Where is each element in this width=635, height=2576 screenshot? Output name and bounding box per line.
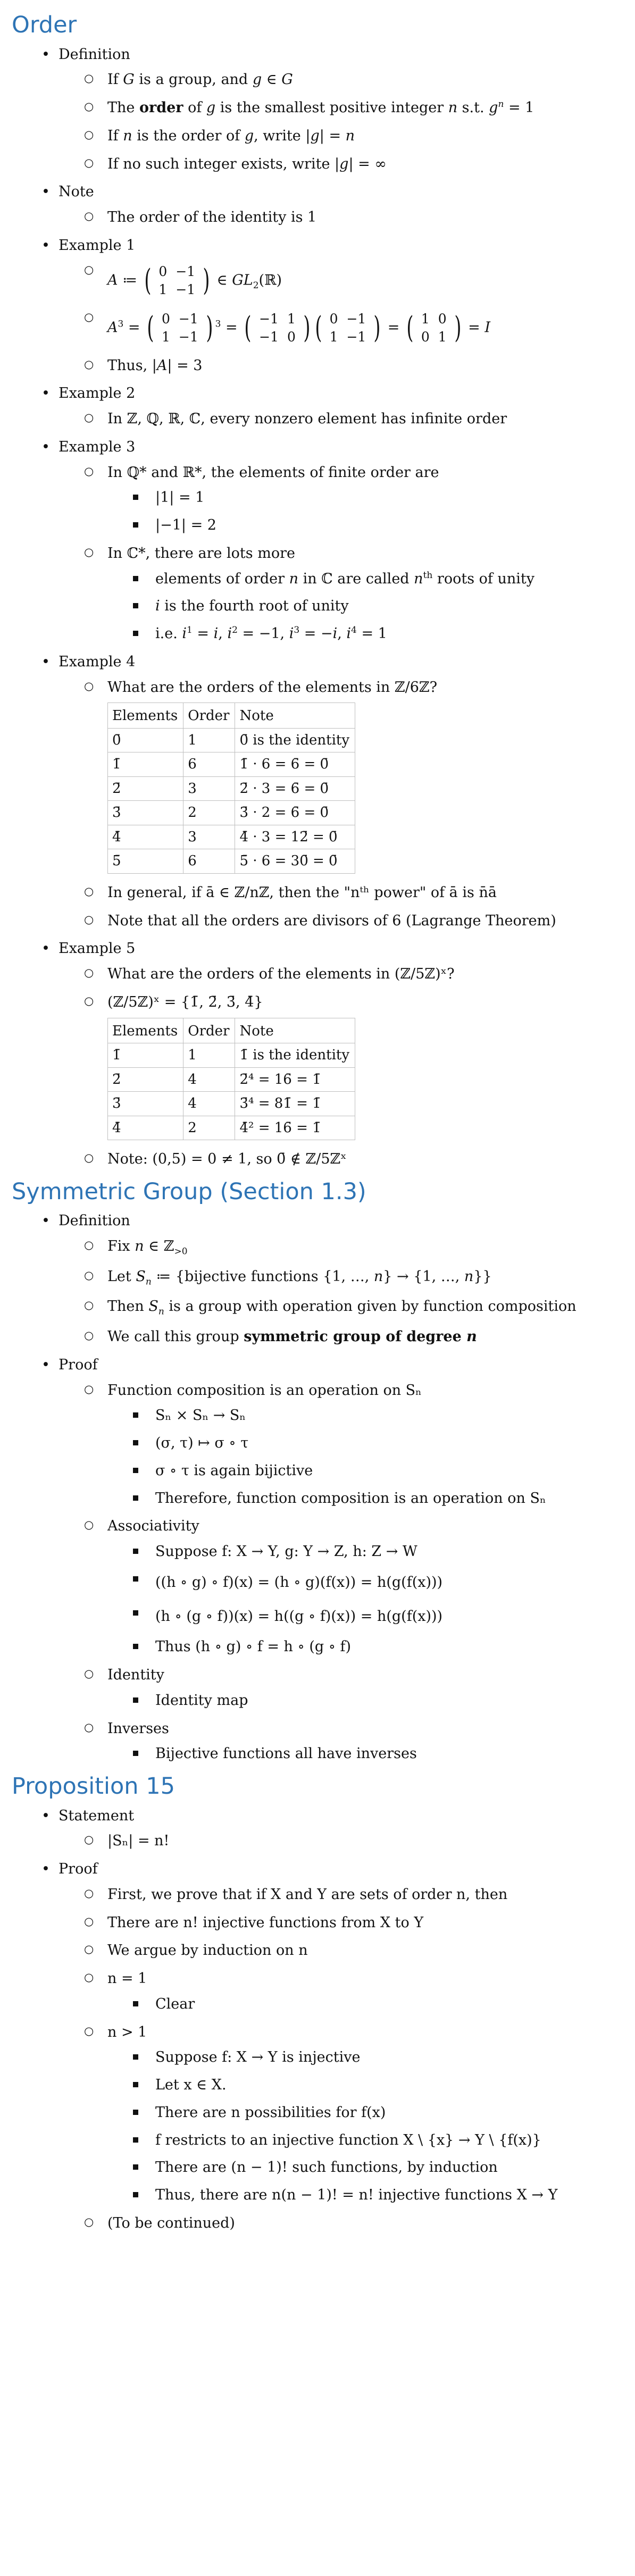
list-item: ○ |Sₙ| = n! xyxy=(12,1832,635,1850)
label: Proof xyxy=(59,1861,98,1878)
orders-table-z5-units: Elements Order Note 1̄ 1 1̄ is the identity 2̄ 4 2̄⁴ = 16̄ = 1̄ 3̄ 4 3̄⁴ = 81̄ = 1̄ 4̄ 2 4̄² = 16̄ = 1̄ xyxy=(107,1018,355,1141)
list-item: σ ∘ τ is again bijictive xyxy=(12,1462,635,1480)
example-4 xyxy=(12,653,635,930)
label: Example 4 xyxy=(59,653,136,670)
list-item: ○ (ℤ/5ℤ)ˣ = {1̄, 2̄, 3̄, 4̄} Elements Order Note 1̄ 1 1̄ is the identity 2̄ 4 2̄⁴ = 16̄ = 1̄ 3̄ 4 3̄⁴ = 81̄ = 1̄ 4̄ 2 4̄² = 16̄ = 1̄ xyxy=(12,993,635,1140)
table-row: 4̄ 3 4̄ · 3 = 12̄ = 0̄ xyxy=(108,825,355,849)
label: Example 1 xyxy=(59,237,136,254)
list-item: ○ In ℤ, ℚ, ℝ, ℂ, every nonzero element has infinite order xyxy=(12,410,635,428)
list-item: ○ $A^3$ = ( 0 −1 1 −1 ) $^3$ = ( −1 1 −1 0 ) ( 0 −1 1 −1 ) = ( 1 0 0 1 ) = I xyxy=(12,310,635,347)
section-title-proposition-15: Proposition 15 xyxy=(12,1773,175,1800)
list-item: Sₙ × Sₙ → Sₙ xyxy=(12,1407,635,1425)
symmetric-definition xyxy=(12,1212,635,1345)
list-item: ○ A ≔ ( 0 −1 1 −1 ) ∈ $GL_2(ℝ)$ xyxy=(12,262,635,299)
list-item: i.e. $i^1 = i$, $i^2 = -1$, $i^3 = -i$, $i^4 = 1$ xyxy=(12,625,635,643)
example-3 xyxy=(12,438,635,643)
list-item: elements of order n in ℂ are called $n^{th}$ roots of unity xyxy=(12,570,635,588)
list-item: ○ We call this group symmetric group of degree n xyxy=(12,1328,635,1346)
table-row: 1̄ 6 1̄ · 6 = 6̄ = 0̄ xyxy=(108,752,355,777)
order-list xyxy=(12,46,635,1168)
table-row: 4̄ 2 4̄² = 16̄ = 1̄ xyxy=(108,1116,355,1140)
list-item: ○ Associativity Suppose f: X → Y, g: Y → Z, h: Z → W ((h ∘ g) ∘ f)(x) = (h ∘ g)(f(x)) = h(g(f(x))) (h ∘ (g ∘ f))(x) = h((g ∘ f)(x)) = h(g(f(x))) Thus (h ∘ g) ∘ f = h ∘ (g ∘ f) xyxy=(12,1517,635,1656)
list-item: Let x ∈ X. xyxy=(12,2076,635,2094)
list-item: Thus (h ∘ g) ∘ f = h ∘ (g ∘ f) xyxy=(12,1638,635,1656)
list-item: ○ In general, if ā ∈ ℤ/nℤ, then the "nᵗʰ power" of ā is n̄ā xyxy=(12,884,635,902)
table-row: 0̄ 1 0̄ is the identity xyxy=(108,728,355,752)
list-item: ○ Thus, |A| = 3 xyxy=(12,357,635,375)
list-item: |1| = 1 xyxy=(12,489,635,507)
list-item: ○ In ℂ*, there are lots more elements of order n in ℂ are called $n^{th}$ roots of unity i is the fourth root of unity i.e. $i^1 = i$, $i^2 = -1$, $i^3 = -i$, $i^4 = 1$ xyxy=(12,545,635,643)
label: Example 3 xyxy=(59,438,136,455)
list-item: ○ n = 1 Clear xyxy=(12,1970,635,2013)
proposition-proof xyxy=(12,1860,635,2232)
list-item: Suppose f: X → Y is injective xyxy=(12,2048,635,2067)
example-5 xyxy=(12,940,635,1168)
list-item: ○ What are the orders of the elements in (ℤ/5ℤ)ˣ? xyxy=(12,965,635,983)
label: Statement xyxy=(59,1807,135,1824)
table-row: 2̄ 3 2̄ · 3 = 6̄ = 0̄ xyxy=(108,776,355,801)
table-row: 5̄ 6 5̄ · 6 = 30̄ = 0̄ xyxy=(108,849,355,874)
example-2 xyxy=(12,384,635,428)
list-item: ○ Note: (0,5) = 0 ≠ 1, so 0̄ ∉ ℤ/5ℤˣ xyxy=(12,1150,635,1168)
label: Example 5 xyxy=(59,940,136,957)
list-item: Clear xyxy=(12,1995,635,2013)
table-row: 2̄ 4 2̄⁴ = 16̄ = 1̄ xyxy=(108,1067,355,1092)
list-item: |−1| = 2 xyxy=(12,516,635,534)
list-item: ○ Let $S_n$ ≔ {bijective functions {1, …, n} → {1, …, n}} xyxy=(12,1268,635,1288)
list-item: ○ Then $S_n$ is a group with operation given by function composition xyxy=(12,1298,635,1318)
list-item: Bijective functions all have inverses xyxy=(12,1745,635,1763)
proposition-statement xyxy=(12,1807,635,1851)
list-item: f restricts to an injective function X \ {x} → Y \ {f(x)} xyxy=(12,2131,635,2150)
list-item: There are n possibilities for f(x) xyxy=(12,2104,635,2122)
list-item: ○ Function composition is an operation on Sₙ Sₙ × Sₙ → Sₙ (σ, τ) ↦ σ ∘ τ σ ∘ τ is again bijictive Therefore, function composition is an operation on Sₙ xyxy=(12,1382,635,1508)
list-item: Therefore, function composition is an operation on Sₙ xyxy=(12,1490,635,1508)
list-item: (σ, τ) ↦ σ ∘ τ xyxy=(12,1434,635,1452)
list-item: ○ If G is a group, and g ∈ G xyxy=(12,71,635,89)
table-row: 3̄ 2 3̄ · 2 = 6̄ = 0̄ xyxy=(108,801,355,825)
label: Definition xyxy=(59,46,130,63)
list-item: There are (n − 1)! such functions, by induction xyxy=(12,2159,635,2177)
list-item: ○ Inverses Bijective functions all have inverses xyxy=(12,1720,635,1763)
label: Example 2 xyxy=(59,385,136,402)
example-1 xyxy=(12,237,635,375)
list-item: ○ There are n! injective functions from X to Y xyxy=(12,1914,635,1932)
list-item: i is the fourth root of unity xyxy=(12,597,635,615)
list-item: (h ∘ (g ∘ f))(x) = h((g ∘ f)(x)) = h(g(f(x))) xyxy=(12,1604,635,1629)
list-item: Suppose f: X → Y, g: Y → Z, h: Z → W xyxy=(12,1543,635,1561)
list-item: ((h ∘ g) ∘ f)(x) = (h ∘ g)(f(x)) = h(g(f(x))) xyxy=(12,1570,635,1595)
table-row: 3̄ 4 3̄⁴ = 81̄ = 1̄ xyxy=(108,1092,355,1116)
list-item: ○ First, we prove that if X and Y are sets of order n, then xyxy=(12,1886,635,1904)
section-title-symmetric-group: Symmetric Group (Section 1.3) xyxy=(12,1178,366,1205)
proposition-list xyxy=(12,1807,635,2232)
list-item: ○ The order of g is the smallest positive integer n s.t. $g^n = 1$ xyxy=(12,99,635,117)
list-item: ○ (To be continued) xyxy=(12,2214,635,2232)
list-item: ○ If no such integer exists, write |g| = ∞ xyxy=(12,155,635,173)
symmetric-proof xyxy=(12,1356,635,1763)
table-row: 1̄ 1 1̄ is the identity xyxy=(108,1043,355,1068)
section-title-order: Order xyxy=(12,12,77,38)
list-item: ○ n > 1 Suppose f: X → Y is injective Let x ∈ X. There are n possibilities for f(x) f restricts to an injective function X \ {x} → Y \ {f(x)} There are (n − 1)! such functions, by induction Thus, there are n(n − 1)! = n! injective functions X → Y xyxy=(12,2023,635,2204)
list-item: Thus, there are n(n − 1)! = n! injective functions X → Y xyxy=(12,2186,635,2204)
list-item: ○ We argue by induction on n xyxy=(12,1942,635,1960)
label: Definition xyxy=(59,1212,130,1230)
order-note xyxy=(12,183,635,227)
list-item: ○ What are the orders of the elements in ℤ/6ℤ? Elements Order Note 0̄ 1 0̄ is the identity 1̄ 6 1̄ · 6 = 6̄ = 0̄ 2̄ 3 2̄ · 3 = 6̄ = 0̄ 3̄ 2 3̄ · 2 = 6̄ = 0̄ 4̄ 3 4̄ · 3 = 12̄ = 0̄ 5̄ 6 5̄ · 6 = 30̄ = 0̄ xyxy=(12,679,635,874)
orders-table-z6: Elements Order Note 0̄ 1 0̄ is the identity 1̄ 6 1̄ · 6 = 6̄ = 0̄ 2̄ 3 2̄ · 3 = 6̄ = 0̄ 3̄ 2 3̄ · 2 = 6̄ = 0̄ 4̄ 3 4̄ · 3 = 12̄ = 0̄ 5̄ 6 5̄ · 6 = 30̄ = 0̄ xyxy=(107,702,355,874)
label: Note xyxy=(59,183,94,200)
order-definition xyxy=(12,46,635,173)
symmetric-list xyxy=(12,1212,635,1763)
list-item: ○ If n is the order of g, write |g| = n xyxy=(12,127,635,145)
list-item: ○ Identity Identity map xyxy=(12,1666,635,1710)
label: Proof xyxy=(59,1356,98,1373)
list-item: ○ Fix n ∈ ℤ$_{>0}$ xyxy=(12,1237,635,1258)
list-item: Identity map xyxy=(12,1692,635,1710)
list-item: ○ Note that all the orders are divisors of 6 (Lagrange Theorem) xyxy=(12,912,635,930)
list-item: ○ In ℚ* and ℝ*, the elements of finite order are |1| = 1 |−1| = 2 xyxy=(12,464,635,534)
list-item: ○ The order of the identity is 1 xyxy=(12,208,635,227)
